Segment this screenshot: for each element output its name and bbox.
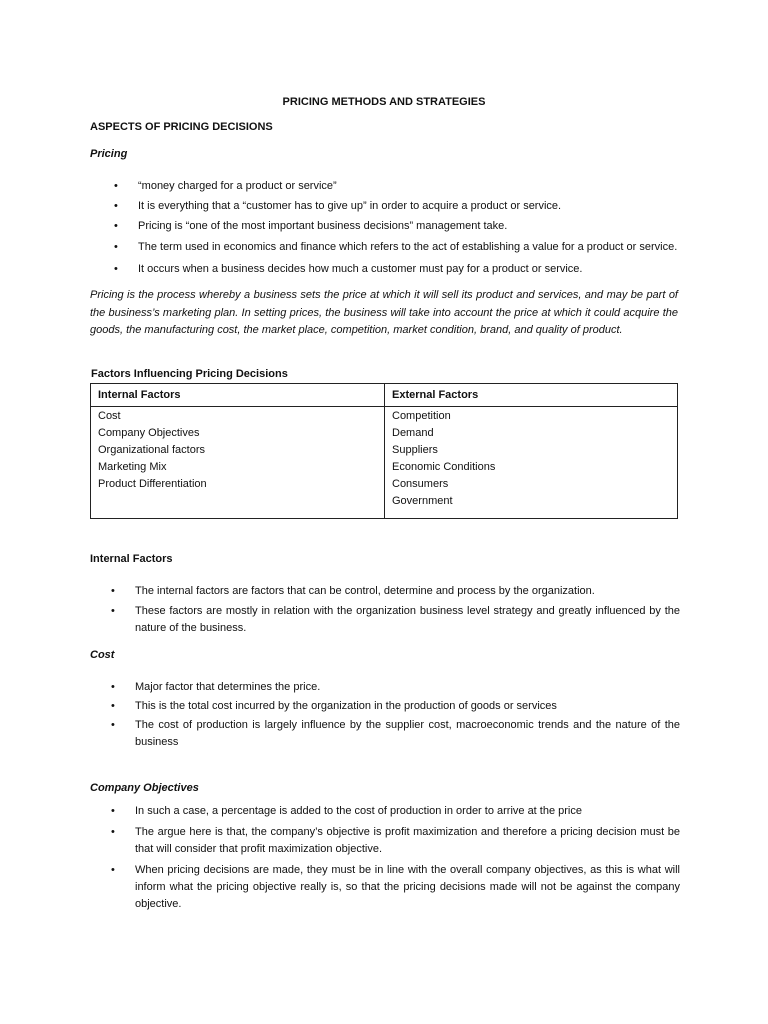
list-item-text: These factors are mostly in relation with the organization business level strategy and greatly influenced by the nature of the business.: [135, 605, 680, 634]
table-cell: Company Objectives: [98, 427, 200, 439]
list-item-text: It is everything that a “customer has to give up” in order to acquire a product or service.: [138, 200, 562, 212]
section-heading-aspects: ASPECTS OF PRICING DECISIONS: [90, 121, 273, 133]
list-item-text: The internal factors are factors that can be control, determine and process by the organization.: [135, 585, 595, 597]
table-caption: Factors Influencing Pricing Decisions: [91, 368, 288, 380]
internal-factors-bullet-list: [87, 583, 680, 637]
list-item: [87, 862, 680, 913]
list-item: [87, 679, 680, 696]
bullet-glyph: •: [114, 200, 118, 212]
list-item-text: The term used in economics and finance which refers to the act of establishing a value for a product or service.: [138, 241, 678, 253]
list-item-text: Major factor that determines the price.: [135, 681, 321, 693]
table-header-external: External Factors: [385, 384, 677, 407]
heading-internal-factors: Internal Factors: [90, 553, 173, 565]
list-item-text: “money charged for a product or service”: [138, 180, 337, 192]
table-cell: Marketing Mix: [98, 461, 167, 473]
table-cell: Government: [392, 495, 453, 507]
table-cell: Suppliers: [392, 444, 438, 456]
list-item: [90, 198, 680, 215]
cost-bullet-list: [87, 679, 680, 751]
list-item: [87, 698, 680, 715]
bullet-glyph: •: [114, 241, 118, 253]
table-cell: Economic Conditions: [392, 461, 496, 473]
bullet-glyph: •: [114, 263, 118, 275]
list-item-text: The cost of production is largely influence by the supplier cost, macroeconomic trends and the nature of the business: [135, 719, 680, 748]
list-item-text: Pricing is “one of the most important business decisions” management take.: [138, 220, 508, 232]
list-item: [87, 603, 680, 637]
list-item: [90, 261, 680, 278]
list-item-text: It occurs when a business decides how much a customer must pay for a product or service.: [138, 263, 583, 275]
bullet-glyph: •: [111, 605, 115, 617]
list-item-text: In such a case, a percentage is added to the cost of production in order to arrive at the price: [135, 805, 582, 817]
table-header-internal: Internal Factors: [91, 384, 384, 407]
external-factors-column: [385, 384, 677, 518]
pricing-bullet-list: [90, 178, 680, 278]
bullet-glyph: •: [111, 826, 115, 838]
list-item: [90, 218, 680, 235]
bullet-glyph: •: [111, 585, 115, 597]
table-cell: Organizational factors: [98, 444, 205, 456]
factors-table: [90, 383, 678, 519]
bullet-glyph: •: [114, 180, 118, 192]
list-item: [90, 239, 680, 256]
heading-cost: Cost: [90, 649, 115, 661]
bullet-glyph: •: [111, 719, 115, 731]
list-item: [87, 824, 680, 858]
bullet-glyph: •: [114, 220, 118, 232]
internal-factors-column: [91, 384, 385, 518]
list-item: [87, 717, 680, 751]
list-item: [87, 803, 680, 820]
document-title: PRICING METHODS AND STRATEGIES: [282, 96, 486, 108]
bullet-glyph: •: [111, 681, 115, 693]
bullet-glyph: •: [111, 805, 115, 817]
table-cell: Consumers: [392, 478, 449, 490]
bullet-glyph: •: [111, 864, 115, 876]
list-item-text: The argue here is that, the company’s objective is profit maximization and therefore a pricing decision must be that will consider that profit maximization objective.: [135, 826, 680, 855]
table-cell: Competition: [392, 410, 451, 422]
heading-pricing: Pricing: [90, 148, 128, 160]
pricing-definition-paragraph: Pricing is the process whereby a business sets the price at which it will sell its product and services, and may be part of the business’s marketing plan. In setting prices, the business will take into account the price at which it could acquire the goods, the manufacturing cost, the market place, competition, market condition, brand, and quality of product.: [90, 289, 678, 336]
table-cell: Demand: [392, 427, 434, 439]
list-item: [87, 583, 680, 600]
table-cell: Cost: [98, 410, 121, 422]
heading-company-objectives: Company Objectives: [90, 782, 199, 794]
list-item-text: This is the total cost incurred by the organization in the production of goods or services: [135, 700, 557, 712]
bullet-glyph: •: [111, 700, 115, 712]
list-item: [90, 178, 680, 195]
list-item-text: When pricing decisions are made, they must be in line with the overall company objectives, as this is what will inform what the pricing objective really is, so that the pricing decisions made will not be against the company objective.: [135, 864, 680, 910]
company-objectives-bullet-list: [87, 803, 680, 913]
table-cell: Product Differentiation: [98, 478, 207, 490]
